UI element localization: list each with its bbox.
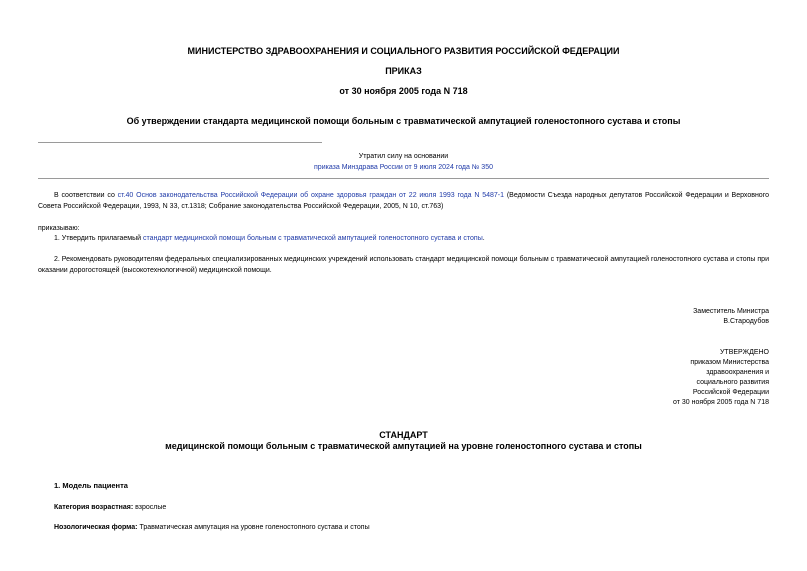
item-2: 2. Рекомендовать руководителям федеральных специализированных медицинских учреждений использовать стандарт медицинской помощи больным с травматической ампутацией голеностопного сустава и стопы при оказании дорогостоящей (высокотехнологичной) медицинской помощи.	[38, 256, 769, 274]
law-link[interactable]: ст.40 Основ законодательства Российской Федерации об охране здоровья граждан от 22 июля 1993 года N 5487-1	[117, 192, 505, 199]
approval-line-2: здравоохранения и	[706, 369, 769, 376]
nosology-value: Травматическая ампутация на уровне голеностопного сустава и стопы	[139, 524, 370, 531]
repeal-link[interactable]: приказа Минздрава России от 9 июля 2024 года № 350	[314, 164, 493, 171]
patient-model-heading: 1. Модель пациента	[54, 481, 128, 490]
age-category-label: Категория возрастная:	[54, 504, 134, 511]
repeal-divider	[38, 178, 769, 179]
nosology-form	[54, 523, 370, 534]
standard-link[interactable]: стандарт медицинской помощи больным с травматической ампутацией голеностопного сустава и стопы	[142, 235, 483, 242]
preamble-paragraph	[38, 191, 769, 212]
ministry-name: МИНИСТЕРСТВО ЗДРАВООХРАНЕНИЯ И СОЦИАЛЬНОГО РАЗВИТИЯ РОССИЙСКОЙ ФЕДЕРАЦИИ	[187, 46, 620, 56]
age-category-value: взрослые	[135, 504, 167, 511]
order-word: приказываю:	[38, 225, 80, 232]
standard-heading: СТАНДАРТ	[379, 430, 428, 440]
age-category	[54, 503, 166, 514]
repeal-note: Утратил силу на основании	[358, 153, 449, 160]
item-1-prefix: 1. Утвердить прилагаемый	[54, 235, 142, 242]
item-1	[54, 234, 769, 245]
doc-date-number: от 30 ноября 2005 года N 718	[339, 86, 468, 96]
preamble-prefix: В соответствии со	[54, 192, 115, 199]
doc-type: ПРИКАЗ	[385, 66, 422, 76]
approval-line-1: приказом Министерства	[690, 359, 769, 366]
doc-title: Об утверждении стандарта медицинской помощи больным с травматической ампутацией голеностопного сустава и стопы	[126, 116, 681, 126]
top-divider	[38, 142, 322, 143]
nosology-label: Нозологическая форма:	[54, 524, 138, 531]
preamble-suffix: (Ведомости Съезда народных депутатов Российской Федерации и Верховного Совета Российской Федерации, 1993, N 33, ст.1318; Собрание законодательства Российской Федерации, 2005, N 10, ст.763)	[38, 192, 769, 210]
approval-line-5: от 30 ноября 2005 года N 718	[673, 399, 769, 406]
approval-line-3: социального развития	[696, 379, 769, 386]
signature-position: Заместитель Министра	[693, 308, 769, 315]
item-1-suffix: .	[482, 235, 485, 242]
approved-label: УТВЕРЖДЕНО	[719, 349, 769, 356]
signature-name: В.Стародубов	[723, 318, 769, 325]
approval-line-4: Российской Федерации	[692, 389, 769, 396]
standard-subheading: медицинской помощи больным с травматической ампутацией на уровне голеностопного сустава и стопы	[165, 441, 642, 451]
